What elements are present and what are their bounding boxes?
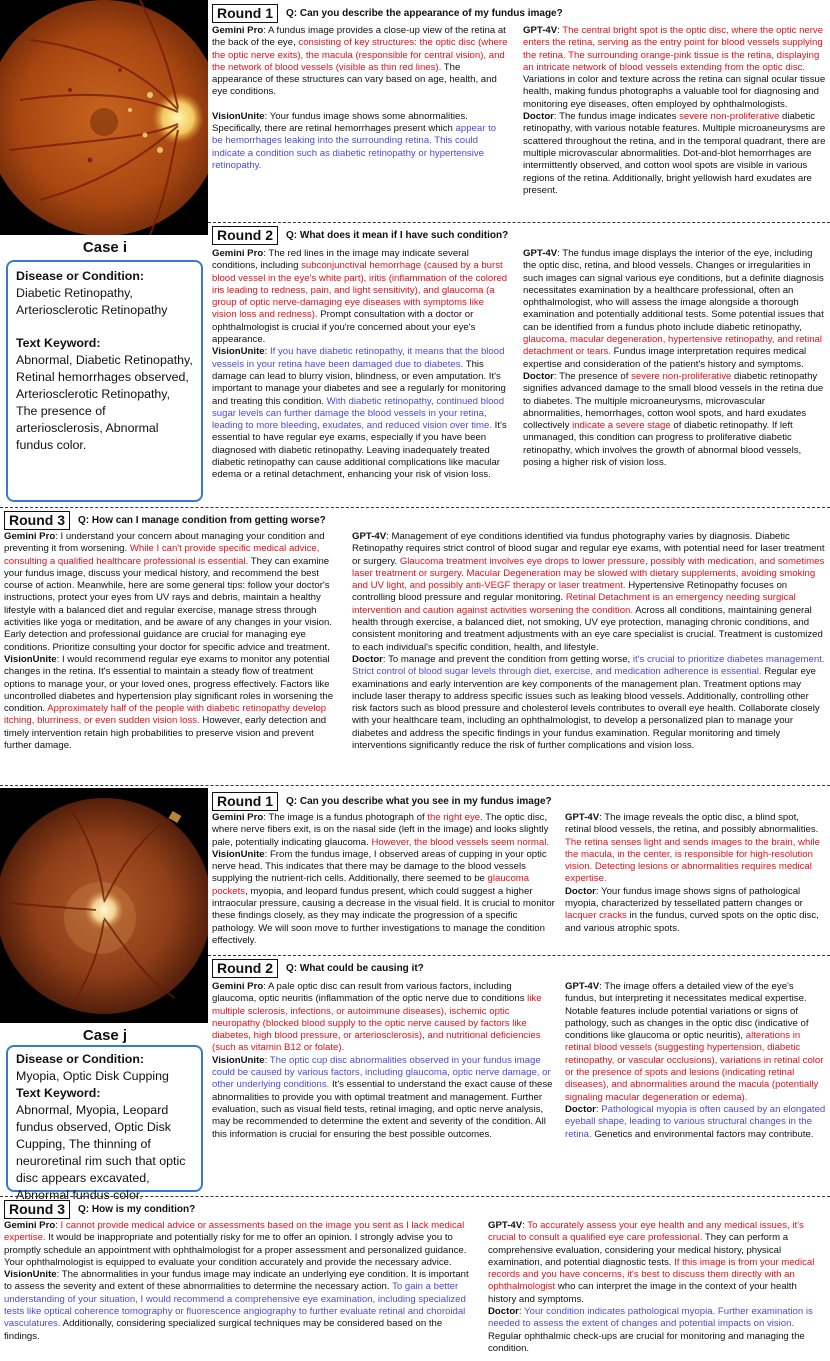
disease-heading: Disease or Condition: [16, 1052, 145, 1066]
case-i-round1-header [212, 4, 563, 23]
round-question: Q: How is my condition? [78, 1204, 196, 1215]
round-question: Q: How can I manage condition from getting worse? [78, 515, 326, 526]
round-question: Q: What could be causing it? [286, 963, 424, 974]
case-j-round3-left-column [4, 1220, 478, 1349]
case-j-round2-header [212, 959, 424, 978]
case-i-round2-right-column [523, 248, 826, 475]
case-j-info-box [6, 1045, 203, 1202]
gemini-answer: Gemini Pro: I understand your concern about managing your condition and preventing it from worsening. While I can't provide specific medical advice, consulting a qualified healthcare professional is essential. They can examine your fundus image, discuss your medical history, and recommend the best course of action. Meanwhile, here are some general tips: follow your doctor's instructions, protect your eyes from UV rays and debris, maintain a healthy lifestyle with a balanced diet and regular exercise, manage stress through activities like yoga or meditation, and be aware of any changes in your vision. Early detection and professional guidance are crucial for managing eye conditions. Prioritize consulting your doctor for specific advice and treatment. [4, 531, 332, 653]
case-j-round2-left-column [212, 981, 557, 1147]
case-j-round3-right-column [488, 1220, 826, 1361]
visionunite-answer: VisionUnite: I would recommend regular eye exams to monitor any potential changes in the retina. It's essential to maintain a steady flow of treatment options to manage your, or your loved ones, progress effectively. Factors like uncontrolled diabetes and hypertension play significant roles in worsening the condition. Approximately half of the people with diabetic retinopathy develop itching, blurriness, or even sudden vision loss. However, early detection and timely intervention retain high probabilities to preserve vision and prevent further damage. [4, 653, 334, 752]
keyword-value: Abnormal, Myopia, Leopard fundus observed, Optic Disk Cupping, The thinning of neuroretinal rim such that optic disc appears excavated, Abnormal fundus color. [16, 1103, 186, 1202]
visionunite-answer: VisionUnite: If you have diabetic retinopathy, it means that the blood vessels in your retina have been damaged due to diabetes. This damage can lead to blurry vision, blindness, or even amputation. It's important to manage your diabetes and see a regularly for monitoring and treating this condition. With diabetic retinopathy, continued blood sugar levels can further damage the blood vessels in your retina, leading to more bleeding, exudates, and reduced vision over time. It's essential to have regular eye exams, especially if you have been diagnosed with diabetic retinopathy. Leaving inadequately treated diabetic retinopathy can cause additional complications like macular edema or a retinal detachment, enhancing your risk of vision loss. [212, 346, 507, 481]
doctor-answer: Doctor: The presence of severe non-proliferative diabetic retinopathy signifies advanced damage to the small blood vessels in the retina due to diabetes. The multiple microaneurysms, microvascular abnormalities, hemorrhages, cotton wool spots, and hard exudates collectively indicate a severe stage of diabetic retinopathy. If left unmanaged, this condition can progress to proliferative diabetic retinopathy, which involves the growth of abnormal blood vessels, posing a higher risk of vision loss. [523, 370, 824, 469]
disease-heading: Disease or Condition: [16, 269, 145, 283]
round-tag: Round 1 [212, 792, 278, 811]
keyword-heading: Text Keyword: [16, 1086, 101, 1100]
case-i-round1-left-column [212, 25, 508, 178]
divider [0, 507, 830, 508]
case-j-round1-right-column [565, 812, 827, 941]
round-tag: Round 3 [4, 511, 70, 530]
case-j-round2-right-column [565, 981, 827, 1147]
case-i-round1-right-column [523, 25, 826, 203]
round-tag: Round 3 [4, 1200, 70, 1219]
case-i-info-box [6, 260, 203, 502]
disease-value: Diabetic Retinopathy, Arteriosclerotic Retinopathy [16, 286, 168, 317]
round-question: Q: What does it mean if I have such condition? [286, 230, 509, 241]
fundus-image-case-i [0, 0, 208, 235]
doctor-answer: Doctor: Your fundus image shows signs of pathological myopia, characterized by tessellated pattern changes or lacquer cracks in the fundus, curved spots on the optic disc, and various atrophic spots. [565, 885, 819, 934]
round-question: Q: Can you describe what you see in my fundus image? [286, 796, 552, 807]
divider [208, 222, 830, 223]
gpt4v-answer: GPT-4V: Management of eye conditions identified via fundus photography varies by diagnosis. Diabetic Retinopathy requires strict control of blood sugar and regular eye exams, with potential need for laser treatment or surgery. Glaucoma treatment involves eye drops to lower pressure, possibly with medication, and sometimes laser treatment or surgery. Macular Degeneration may be slowed with dietary supplements, avoiding smoking and UV light, and possibly anti-VEGF therapy or laser treatment. Hypertensive Retinopathy focuses on controlling blood pressure and regular monitoring. Retinal Detachment is an emergency needing surgical intervention and caution against activities worsening the condition. Across all conditions, maintaining general health through exercise, a balanced diet, not smoking, UV eye protection, managing chronic conditions, and consistent monitoring and treatment adjustments with an eye care specialist is crucial. Treatment is customized to each individual's specific condition, health, and lifestyle. [352, 531, 825, 653]
gemini-answer: Gemini Pro: The red lines in the image may indicate several conditions, including subconjunctival hemorrhage (caused by a burst blood vessel in the eye's white part), iritis (inflammation of the colored iris leading to redness, pain, and light sensitivity), and glaucoma (a group of optic nerve-damaging eye diseases with symptoms like vision loss and redness). Prompt consultation with a doctor or ophthalmologist is crucial if you're concerned about your eye's appearance. [212, 248, 508, 346]
visionunite-answer: VisionUnite: Your fundus image shows some abnormalities. Specifically, there are retinal hemorrhages present which appear to be hemorrhages leaking into the surrounding retina. This could indicate a condition such as diabetic retinopathy or hypertensive retinopathy. [212, 110, 497, 171]
divider [208, 955, 830, 956]
case-j-round1-left-column [212, 812, 557, 953]
case-i-round3-right-column [352, 531, 826, 758]
doctor-answer: Doctor: The fundus image indicates severe non-proliferative diabetic retinopathy, with various notable features. Multiple microaneurysms are scattered throughout the retina, and in the temporal quadrant, there are multiple microvascular abnormalities. Dot-and-blot hemorrhages are intermittently observed, and cotton wool spots are visible in various regions of the retina. Additionally, bright yellowish hard exudates are present. [523, 111, 826, 196]
visionunite-answer: VisionUnite: The optic cup disc abnormalities observed in your fundus image could be caused by various factors, including glaucoma, optic nerve damage, or other underlying conditions. It's essential to understand the exact cause of these abnormalities to provide you with optimal treatment and management. Further evaluation, such as visual field tests, retinal imaging, and optic nerve analysis, may be recommended to determine the extent and severity of the condition. All this information is crucial for ensuring the best possible outcomes. [212, 1054, 553, 1140]
doctor-answer: Doctor: Your condition indicates pathological myopia. Further examination is needed to assess the extent of changes and potential impacts on vision. Regular ophthalmic check-ups are crucial for monitoring and managing the condition. [488, 1306, 813, 1354]
round-tag: Round 1 [212, 4, 278, 23]
divider [0, 785, 830, 786]
gpt4v-answer: GPT-4V: The image offers a detailed view of the eye's fundus, but interpreting it necessitates medical expertise. Notable features include potential variations or signs of pathology, such as changes in the optic disc (indicative of conditions like glaucoma or optic neuritis), alterations in retinal blood vessels (suggesting hypertension, diabetic retinopathy, or vascular occlusions), variations in retinal color or the presence of spots and lesions (indicating retinal diseases), and abnormalities around the macula (potentially signaling macular degeneration or edema). [565, 981, 824, 1103]
gemini-answer: Gemini Pro: A fundus image provides a close-up view of the retina at the back of the eye, consisting of key structures: the optic disc (where the optic nerve exits), the macula (responsible for central vision), and the network of blood vessels (visible as thin red lines). The appearance of these structures can vary based on age, health, and eye conditions. [212, 25, 508, 98]
case-j-label: Case j [82, 1027, 128, 1044]
gemini-answer: Gemini Pro: The image is a fundus photograph of the right eye. The optic disc, where nerve fibers exit, is on the nasal side (left in the image) and looks slightly pale, potentially indicating glaucoma. However, the blood vessels seem normal. [212, 812, 550, 848]
case-i-label: Case i [82, 239, 128, 256]
case-j-round1-header [212, 792, 552, 811]
doctor-answer: Doctor: To manage and prevent the condition from getting worse, it's crucial to prioritize diabetes management. Strict control of blood sugar levels through diet, exercise, and medication adherence is essential. Regular eye examinations and early intervention are key components of the management plan. Treatment options may include laser therapy to address specific issues such as leaking blood vessels. Additionally, controlling other risk factors such as blood pressure and cholesterol levels contributes to overall eye health. Collaborate closely with your healthcare team, including an ophthalmologist, to develop a personalized plan to manage your diabetes and address the specific findings in your fundus examination. Regular monitoring and timely interventions significantly reduce the risk of further complications and vision loss. [352, 653, 825, 752]
doctor-answer: Doctor: Pathological myopia is often caused by an elongated eyeball shape, leading to various structural changes in the retina. Genetics and environmental factors may contribute. [565, 1103, 826, 1140]
visionunite-answer: VisionUnite: The abnormalities in your fundus image may indicate an underlying eye condition. It is important to assess the severity and extent of these abnormalities to determine the necessary action. To gain a better understanding of your situation, I would recommend a comprehensive eye examination, including specialized tests like optical coherence tomography or fluorescence angiography to further evaluate retinal and choroidal vasculatures. Additionally, considering specialized surgical techniques may be considered based on the findings. [4, 1269, 469, 1342]
gemini-answer: Gemini Pro: I cannot provide medical advice or assessments based on the image you sent as I lack medical expertise. It would be inappropriate and potentially risky for me to offer an opinion. I strongly advise you to promptly schedule an appointment with ophthalmologist for a proper assessment and personalized guidance. Your ophthalmologist is equipped to evaluate your condition accurately and provide the necessary advice. [4, 1220, 467, 1268]
case-i-round2-left-column [212, 248, 508, 488]
keyword-value: Abnormal, Diabetic Retinopathy, Retinal hemorrhages observed, Arteriosclerotic Retinopathy, The presence of arteriosclerosis, Abnormal fundus color. [16, 353, 193, 452]
disease-value: Myopia, Optic Disk Cupping [16, 1069, 169, 1083]
divider [0, 1196, 830, 1197]
case-i-round3-header [4, 511, 326, 530]
round-question: Q: Can you describe the appearance of my fundus image? [286, 8, 563, 19]
gpt4v-answer: GPT-4V: The central bright spot is the optic disc, where the optic nerve enters the retina, serving as the entry point for blood vessels supplying the retina. The surrounding orange-pink tissue is the retina, displaying an intricate network of blood vessels extending from the optic disc. Variations in color and texture across the retina can signal ocular tissue health, making fundus photographs a valuable tool for diagnosing and monitoring eye diseases, often employed by ophthalmologists. [523, 25, 826, 110]
visionunite-answer: VisionUnite: From the fundus image, I observed areas of cupping in your optic nerve head. This indicates that there may be damage to the blood vessels supplying the nutrient-rich cells. Additionally, there seemed to be glaucoma pockets, myopia, and leopard fundus present, which could suggest a higher intraocular pressure, causing a decrease in the visual field. It is crucial to monitor these findings closely, as they may indicate the progression of a specific pathology. We will soon move to further investigations to manage the condition effectively. [212, 848, 555, 946]
case-i-round3-left-column [4, 531, 338, 758]
keyword-heading: Text Keyword: [16, 336, 101, 350]
round-tag: Round 2 [212, 226, 278, 245]
round-tag: Round 2 [212, 959, 278, 978]
case-j-round3-header [4, 1200, 195, 1219]
fundus-image-case-j [0, 788, 208, 1023]
gpt4v-answer: GPT-4V: To accurately assess your eye health and any medical issues, it's crucial to consult a qualified eye care professional. They can perform a comprehensive evaluation, considering your medical history, physical examination, and potential diagnostic tests. If this image is from your medical records and you have concerns, it's best to discuss them directly with an ophthalmologist who can interpret the image in the context of your health history and symptoms. [488, 1220, 815, 1305]
gemini-answer: Gemini Pro: A pale optic disc can result from various factors, including glaucoma, optic neuritis (inflammation of the optic nerve due to conditions like multiple sclerosis, infections, or autoimmune diseases), ischemic optic neuropathy (blocked blood supply to the optic nerve caused by factors like diabetes, high blood pressure, or arteriosclerosis), and nutritional deficiencies (such as vitamin B12 or folate). [212, 981, 542, 1054]
gpt4v-answer: GPT-4V: The fundus image displays the interior of the eye, including the optic disc, retina, and blood vessels. Changes or irregularities in such images can signal various eye conditions, but a definite diagnosis necessitates examination by a healthcare professional, often an ophthalmologist, who will assess the image alongside a thorough examination and potentially additional tests. Some potential issues that can be identified from a fundus photo include diabetic retinopathy, glaucoma, macular degeneration, hypertensive retinopathy, and retinal detachment or tears. Fundus image interpretation requires medical expertise and consideration of the patient's history and symptoms. [523, 248, 824, 370]
case-i-round2-header [212, 226, 508, 245]
gpt4v-answer: GPT-4V: The image reveals the optic disc, a blind spot, retinal blood vessels, the retina, and possibly abnormalities. The retina senses light and sends images to the brain, while the macula, in the center, is responsible for high-resolution vision. Detecting lesions or abnormalities requires medical expertise. [565, 812, 820, 885]
